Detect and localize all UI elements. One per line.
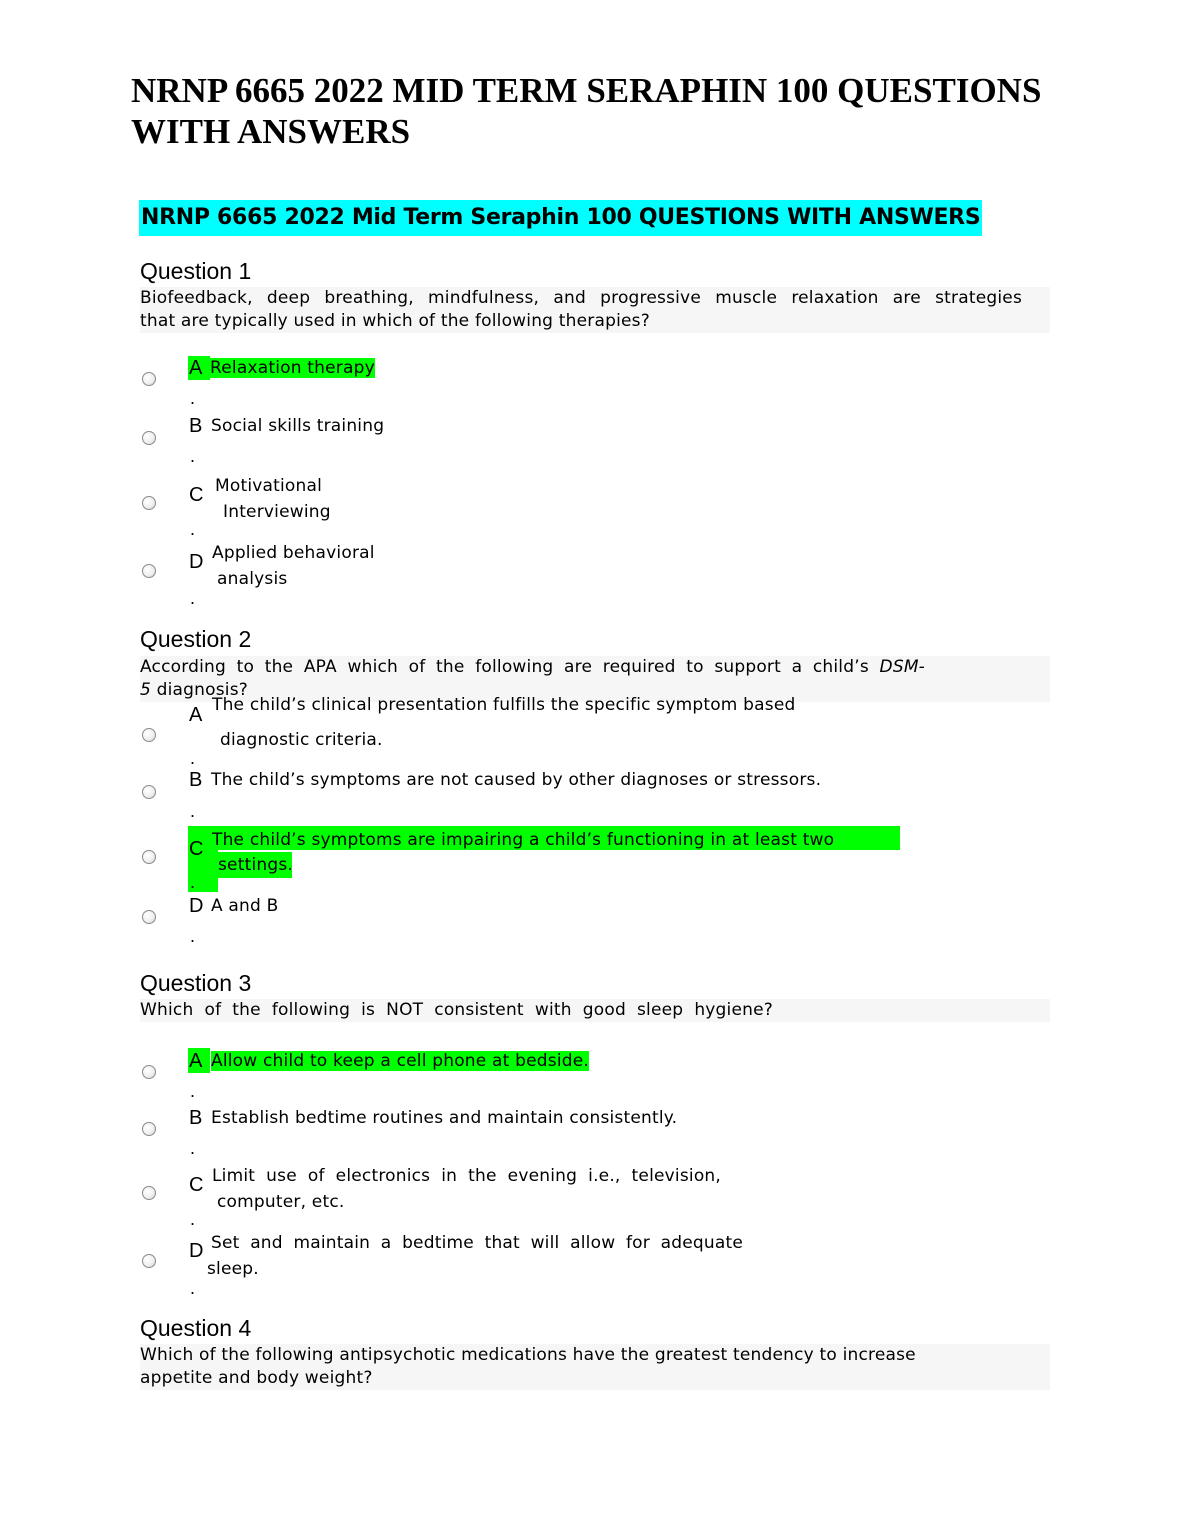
question-2-option-b-label[interactable]: The child’s symptoms are not caused by other diagnoses or stressors. xyxy=(211,770,822,790)
question-2-option-a-letter: A xyxy=(189,704,203,726)
question-1-option-c-label-line-2[interactable]: Interviewing xyxy=(223,502,331,522)
question-2-option-a-radio[interactable] xyxy=(142,728,156,742)
question-3-text xyxy=(140,999,1050,1022)
question-1-option-a-letter: A xyxy=(189,357,203,379)
question-1-option-d-dot: . xyxy=(190,588,196,608)
question-2-option-a-dot: . xyxy=(190,748,196,768)
document-title xyxy=(131,70,1091,152)
question-3-heading: Question 3 xyxy=(140,970,252,996)
question-3-option-d-label-line-1[interactable]: Set and maintain a bedtime that will allow for adequate xyxy=(211,1233,743,1253)
question-3-option-b-letter: B xyxy=(189,1107,203,1129)
question-2-option-c-label-line-2[interactable]: settings. xyxy=(218,855,293,875)
question-2-option-c-letter: C xyxy=(189,838,204,860)
question-3-option-b-radio[interactable] xyxy=(142,1122,156,1136)
question-1-text-line: that are typically used in which of the following therapies? xyxy=(140,311,650,331)
question-2-option-d-label[interactable]: A and B xyxy=(211,896,279,916)
question-1-option-d-label-line-2[interactable]: analysis xyxy=(217,569,288,589)
question-1-option-b-dot: . xyxy=(190,446,196,466)
question-4-text-line: appetite and body weight? xyxy=(140,1368,373,1388)
question-1-option-a-dot: . xyxy=(190,388,196,408)
question-3-option-c-radio[interactable] xyxy=(142,1186,156,1200)
question-1-heading: Question 1 xyxy=(140,258,252,284)
question-3-option-d-letter: D xyxy=(189,1240,204,1262)
question-2-option-c-dot: . xyxy=(190,872,196,892)
question-2-option-d-letter: D xyxy=(189,895,204,917)
question-1-option-d-letter: D xyxy=(189,551,204,573)
question-1-option-c-radio[interactable] xyxy=(142,496,156,510)
document-title-line-1: NRNP 6665 2022 MID TERM SERAPHIN 100 QUESTIONS xyxy=(131,71,1042,110)
question-1-option-d-label-line-1[interactable]: Applied behavioral xyxy=(212,543,375,563)
question-1-text-line: Biofeedback, deep breathing, mindfulness, and progressive muscle relaxation are strategies xyxy=(140,288,1022,308)
question-4-text xyxy=(140,1344,1050,1390)
question-3-option-a-dot: . xyxy=(190,1081,196,1101)
question-3-option-a-label[interactable]: Allow child to keep a cell phone at bedside. xyxy=(211,1051,590,1071)
question-3-option-d-dot: . xyxy=(190,1278,196,1298)
question-2-text-line: diagnosis? xyxy=(151,680,248,700)
question-1-text xyxy=(140,287,1050,333)
question-1-option-b-label[interactable]: Social skills training xyxy=(211,416,385,436)
question-1-option-a-label[interactable]: Relaxation therapy xyxy=(210,358,375,378)
question-1-option-d-radio[interactable] xyxy=(142,564,156,578)
document-title-line-2: WITH ANSWERS xyxy=(131,112,411,151)
question-3-text-line: Which of the following is NOT consistent with good sleep hygiene? xyxy=(140,1000,773,1020)
question-2-heading: Question 2 xyxy=(140,626,252,652)
question-3-option-c-letter: C xyxy=(189,1174,204,1196)
question-1-option-c-label-line-1[interactable]: Motivational xyxy=(215,476,323,496)
question-1-option-b-radio[interactable] xyxy=(142,431,156,445)
question-3-option-b-dot: . xyxy=(190,1138,196,1158)
question-2-option-d-dot: . xyxy=(190,926,196,946)
question-3-option-c-dot: . xyxy=(190,1209,196,1229)
question-2-option-a-label-line-2[interactable]: diagnostic criteria. xyxy=(220,730,383,750)
question-1-option-c-dot: . xyxy=(190,519,196,539)
question-1-option-c-letter: C xyxy=(189,484,204,506)
question-2-option-b-radio[interactable] xyxy=(142,785,156,799)
question-4-text-line: Which of the following antipsychotic medications have the greatest tendency to increase xyxy=(140,1345,916,1365)
question-2-text-emphasis: 5 xyxy=(140,680,152,700)
question-2-option-c-radio[interactable] xyxy=(142,850,156,864)
question-2-option-b-dot: . xyxy=(190,801,196,821)
question-3-option-d-radio[interactable] xyxy=(142,1254,156,1268)
question-3-option-d-label-line-2[interactable]: sleep. xyxy=(207,1259,259,1279)
question-2-option-b-letter: B xyxy=(189,769,203,791)
question-3-option-a-radio[interactable] xyxy=(142,1065,156,1079)
question-2-text-emphasis: DSM- xyxy=(879,657,926,677)
question-2-option-d-radio[interactable] xyxy=(142,910,156,924)
question-3-option-b-label[interactable]: Establish bedtime routines and maintain consistently. xyxy=(211,1108,678,1128)
question-3-option-a-letter: A xyxy=(189,1050,203,1072)
question-2-text-line: According to the APA which of the following are required to support a child’s xyxy=(140,657,869,677)
question-3-option-c-label-line-1[interactable]: Limit use of electronics in the evening i.e., television, xyxy=(212,1166,721,1186)
question-2-option-a-label-line-1[interactable]: The child’s clinical presentation fulfills the specific symptom based xyxy=(212,695,796,715)
question-1-option-a-radio[interactable] xyxy=(142,372,156,386)
question-1-option-b-letter: B xyxy=(189,415,203,437)
title-banner: NRNP 6665 2022 Mid Term Seraphin 100 QUESTIONS WITH ANSWERS xyxy=(139,200,982,236)
question-4-heading: Question 4 xyxy=(140,1315,252,1341)
question-2-option-c-label-line-1[interactable]: The child’s symptoms are impairing a child’s functioning in at least two xyxy=(212,830,835,850)
question-3-option-c-label-line-2[interactable]: computer, etc. xyxy=(217,1192,345,1212)
